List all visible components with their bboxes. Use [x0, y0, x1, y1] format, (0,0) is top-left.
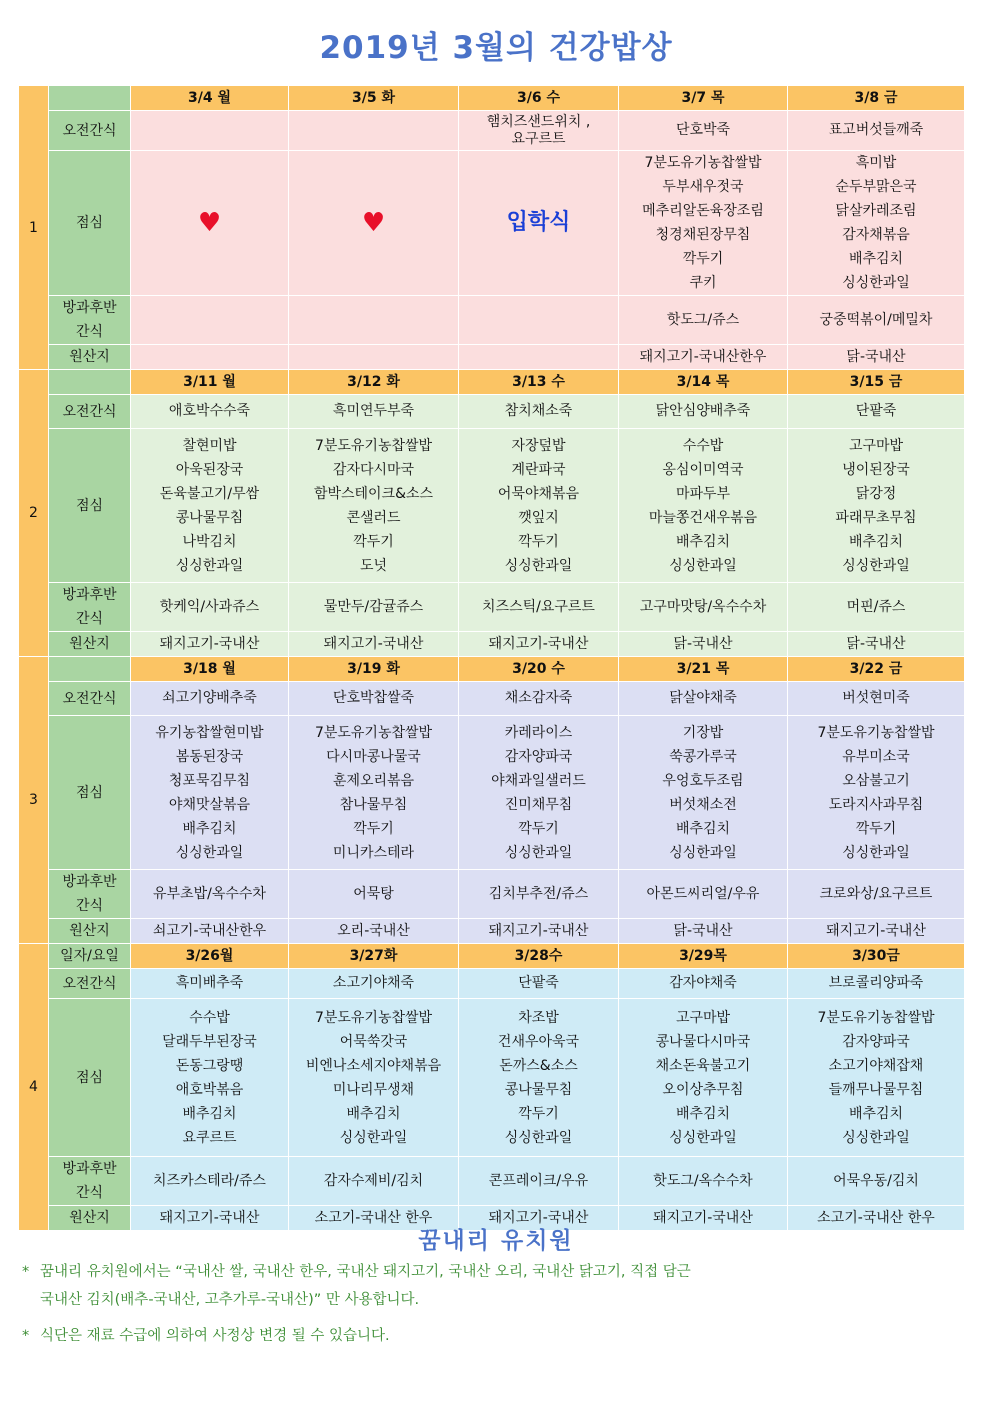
lunch-item: 배추김치 — [675, 820, 731, 837]
origin-cell: 돼지고기-국내산 — [289, 632, 459, 657]
afternoon-snack-label-line1: 방과후반 — [62, 874, 117, 890]
origin-cell: 닭-국내산 — [788, 345, 965, 370]
lunch-item: 배추김치 — [848, 533, 904, 550]
afternoon-snack-label-line2: 간식 — [75, 611, 104, 627]
lunch-item: 야채맛살볶음 — [168, 796, 251, 813]
lunch-item: 싱싱한과일 — [339, 1129, 408, 1146]
day-date-header: 3/8 금 — [788, 86, 965, 111]
lunch-item: 도라지사과무침 — [828, 796, 924, 813]
origin-cell: 닭-국내산 — [788, 632, 965, 657]
afternoon-snack-cell: 핫도그/옥수수차 — [619, 1157, 788, 1206]
afternoon-snack-cell — [459, 296, 619, 345]
lunch-item: 다시마콩나물국 — [326, 748, 421, 765]
morning-snack-cell: 표고버섯들깨죽 — [788, 111, 965, 151]
lunch-item: 수수밥 — [682, 437, 724, 454]
lunch-cell — [788, 999, 965, 1157]
morning-snack-label: 오전간식 — [49, 682, 131, 716]
lunch-item: 달래두부된장국 — [162, 1033, 257, 1050]
day-date-header: 3/21 목 — [619, 657, 788, 682]
origin-row — [19, 632, 965, 657]
afternoon-snack-label-line2: 간식 — [75, 324, 104, 340]
entrance-ceremony-text: 입학식 — [506, 210, 571, 235]
lunch-item: 미나리무생채 — [332, 1081, 415, 1098]
lunch-item: 버섯채소전 — [669, 796, 737, 813]
lunch-item: 미니카스테라 — [332, 844, 415, 861]
morning-snack-cell: 소고기야채죽 — [289, 969, 459, 999]
lunch-item: 돈동그랑땡 — [175, 1057, 244, 1074]
lunch-item: 어묵쑥갓국 — [339, 1033, 408, 1050]
lunch-item: 싱싱한과일 — [175, 557, 244, 574]
morning-snack-row — [19, 111, 965, 151]
day-date-header: 3/11 월 — [131, 370, 289, 395]
lunch-row — [19, 716, 965, 870]
lunch-item: 깍두기 — [518, 533, 559, 550]
afternoon-snack-cell: 유부초밥/옥수수차 — [131, 870, 289, 919]
morning-snack-cell: 참치채소죽 — [459, 395, 619, 429]
morning-snack-cell: 감자야채죽 — [619, 969, 788, 999]
origin-cell — [131, 345, 289, 370]
afternoon-snack-cell — [289, 296, 459, 345]
origin-cell: 돼지고기-국내산 — [131, 632, 289, 657]
afternoon-snack-cell: 치즈카스테라/쥬스 — [131, 1157, 289, 1206]
week-number: 2 — [19, 370, 49, 657]
lunch-item: 7분도유기농찹쌀밥 — [817, 1009, 935, 1026]
kindergarten-name: 꿈내리 유치원 — [418, 1228, 574, 1254]
lunch-item: 깍두기 — [518, 1105, 559, 1122]
morning-snack-cell: 흑미배추죽 — [131, 969, 289, 999]
heart-icon: ♥ — [361, 208, 386, 238]
lunch-item: 콘샐러드 — [346, 509, 401, 526]
origin-cell: 쇠고기-국내산한우 — [131, 919, 289, 944]
lunch-item: 배추김치 — [182, 1105, 237, 1122]
morning-snack-cell: 채소감자죽 — [459, 682, 619, 716]
lunch-cell — [131, 151, 289, 296]
origin-cell: 소고기-국내산 한우 — [289, 1206, 459, 1231]
afternoon-snack-row — [19, 870, 965, 919]
origin-note — [22, 1258, 902, 1314]
lunch-item: 싱싱한과일 — [504, 557, 573, 574]
afternoon-snack-cell: 치즈스틱/요구르트 — [459, 583, 619, 632]
lunch-item: 배추김치 — [675, 1105, 731, 1122]
morning-snack-cell: 단팥죽 — [459, 969, 619, 999]
lunch-cell — [131, 999, 289, 1157]
origin-cell: 소고기-국내산 한우 — [788, 1206, 965, 1231]
origin-row — [19, 345, 965, 370]
lunch-item: 깍두기 — [353, 533, 394, 550]
morning-snack-cell: 닭안심양배추죽 — [619, 395, 788, 429]
lunch-row — [19, 429, 965, 583]
day-date-header: 3/14 목 — [619, 370, 788, 395]
afternoon-snack-label — [49, 583, 131, 632]
origin-cell: 닭-국내산 — [619, 919, 788, 944]
day-date-header: 3/27화 — [289, 944, 459, 969]
date-day-label — [49, 370, 131, 395]
lunch-item: 깍두기 — [855, 820, 897, 837]
lunch-item: 마늘쫑건새우볶음 — [648, 509, 758, 526]
lunch-item: 배추김치 — [346, 1105, 401, 1122]
morning-snack-row — [19, 395, 965, 429]
afternoon-snack-cell: 핫케익/사과쥬스 — [131, 583, 289, 632]
origin-cell — [289, 345, 459, 370]
lunch-cell — [619, 716, 788, 870]
lunch-item: 야채과일샐러드 — [491, 772, 586, 789]
lunch-item: 감자양파국 — [842, 1033, 910, 1050]
morning-snack-item: 햄치즈샌드위치 , — [486, 113, 591, 130]
lunch-item: 깍두기 — [682, 251, 724, 267]
morning-snack-cell: 쇠고기양배추죽 — [131, 682, 289, 716]
lunch-item: 7분도유기농찹쌀밥 — [314, 724, 433, 741]
note2-text: 식단은 재료 수급에 의하여 사정상 변경 될 수 있습니다. — [40, 1328, 390, 1344]
note-bullet: * — [22, 1264, 30, 1280]
origin-cell: 돼지고기-국내산 — [619, 1206, 788, 1231]
origin-cell: 돼지고기-국내산 — [459, 1206, 619, 1231]
afternoon-snack-row — [19, 1157, 965, 1206]
origin-cell — [459, 345, 619, 370]
lunch-item: 닭살카레조림 — [835, 203, 917, 219]
date-day-label: 일자/요일 — [49, 944, 131, 969]
lunch-item: 깻잎지 — [518, 509, 559, 526]
lunch-item: 싱싱한과일 — [669, 557, 737, 574]
lunch-item: 청경채된장무침 — [655, 227, 751, 243]
lunch-item: 7분도유기농찹쌀밥 — [314, 1009, 433, 1026]
lunch-cell — [289, 151, 459, 296]
note-bullet: * — [22, 1328, 30, 1344]
lunch-item: 들깨무나물무침 — [828, 1081, 924, 1098]
afternoon-snack-label — [49, 870, 131, 919]
week-header-row — [19, 944, 965, 969]
lunch-item: 배추김치 — [848, 1105, 904, 1122]
day-date-header: 3/20 수 — [459, 657, 619, 682]
origin-row — [19, 919, 965, 944]
origin-label: 원산지 — [49, 1206, 131, 1231]
lunch-item: 메추리알돈육장조림 — [642, 203, 764, 219]
day-date-header: 3/7 목 — [619, 86, 788, 111]
lunch-item: 7분도유기농찹쌀밥 — [817, 724, 935, 741]
lunch-item: 싱싱한과일 — [504, 1129, 573, 1146]
lunch-label: 점심 — [49, 151, 131, 296]
lunch-item: 냉이된장국 — [842, 461, 910, 478]
origin-cell: 돼지고기-국내산 — [459, 632, 619, 657]
lunch-item: 마파두부 — [675, 485, 731, 502]
lunch-cell — [131, 429, 289, 583]
change-note — [22, 1322, 902, 1350]
lunch-item: 어묵야채볶음 — [497, 485, 580, 502]
lunch-item: 배추김치 — [848, 251, 904, 267]
lunch-cell — [289, 999, 459, 1157]
lunch-row — [19, 151, 965, 296]
lunch-item: 참나물무침 — [339, 796, 408, 813]
afternoon-snack-label-line2: 간식 — [75, 1185, 104, 1201]
lunch-item: 자장덮밥 — [511, 437, 566, 454]
lunch-label: 점심 — [49, 429, 131, 583]
day-date-header: 3/18 월 — [131, 657, 289, 682]
lunch-cell — [788, 716, 965, 870]
day-date-header: 3/29목 — [619, 944, 788, 969]
lunch-item: 유기농찹쌀현미밥 — [155, 724, 264, 741]
lunch-item: 찰현미밥 — [182, 437, 237, 454]
day-date-header: 3/6 수 — [459, 86, 619, 111]
afternoon-snack-cell: 감자수제비/김치 — [289, 1157, 459, 1206]
lunch-cell — [619, 999, 788, 1157]
afternoon-snack-cell — [131, 296, 289, 345]
afternoon-snack-label-line1: 방과후반 — [62, 587, 117, 603]
lunch-item: 비엔나소세지야채볶음 — [305, 1057, 442, 1074]
lunch-item: 싱싱한과일 — [842, 844, 910, 861]
lunch-cell — [459, 151, 619, 296]
lunch-item: 감자다시마국 — [332, 461, 415, 478]
morning-snack-label: 오전간식 — [49, 969, 131, 999]
origin-label: 원산지 — [49, 919, 131, 944]
day-date-header: 3/30금 — [788, 944, 965, 969]
lunch-item: 애호박볶음 — [175, 1081, 244, 1098]
lunch-item: 배추김치 — [675, 533, 731, 550]
lunch-item: 흑미밥 — [855, 155, 897, 171]
day-date-header: 3/5 화 — [289, 86, 459, 111]
origin-cell: 돼지고기-국내산 — [459, 919, 619, 944]
afternoon-snack-cell: 핫도그/쥬스 — [619, 296, 788, 345]
lunch-item: 차조밥 — [518, 1009, 559, 1026]
week-number: 4 — [19, 944, 49, 1231]
lunch-row — [19, 999, 965, 1157]
lunch-item: 깍두기 — [518, 820, 559, 837]
lunch-item: 건새우아욱국 — [497, 1033, 580, 1050]
lunch-cell — [619, 151, 788, 296]
lunch-item: 도넛 — [359, 557, 388, 574]
day-date-header: 3/12 화 — [289, 370, 459, 395]
lunch-item: 싱싱한과일 — [504, 844, 573, 861]
lunch-cell — [459, 999, 619, 1157]
lunch-item: 두부새우젓국 — [662, 179, 744, 195]
origin-label: 원산지 — [49, 345, 131, 370]
lunch-item: 7분도유기농찹쌀밥 — [314, 437, 433, 454]
lunch-item: 오삼불고기 — [842, 772, 910, 789]
day-date-header: 3/4 월 — [131, 86, 289, 111]
lunch-label: 점심 — [49, 999, 131, 1157]
lunch-item: 아욱된장국 — [175, 461, 244, 478]
lunch-item: 싱싱한과일 — [669, 1129, 737, 1146]
afternoon-snack-label-line2: 간식 — [75, 898, 104, 914]
lunch-item: 소고기야채잡채 — [828, 1057, 924, 1074]
lunch-item: 계란파국 — [511, 461, 566, 478]
lunch-item: 감자양파국 — [504, 748, 573, 765]
afternoon-snack-cell: 김치부추전/쥬스 — [459, 870, 619, 919]
origin-cell: 돼지고기-국내산 — [131, 1206, 289, 1231]
lunch-item: 순두부맑은국 — [835, 179, 917, 195]
origin-cell: 닭-국내산 — [619, 632, 788, 657]
lunch-item: 진미채무침 — [504, 796, 573, 813]
date-day-label — [49, 657, 131, 682]
lunch-item: 기장밥 — [682, 724, 724, 741]
lunch-item: 쿠키 — [689, 275, 717, 291]
lunch-item: 싱싱한과일 — [842, 275, 910, 291]
lunch-item: 요쿠르트 — [182, 1129, 237, 1146]
week-header-row — [19, 86, 965, 111]
lunch-cell — [131, 716, 289, 870]
morning-snack-cell: 브로콜리양파죽 — [788, 969, 965, 999]
day-date-header: 3/22 금 — [788, 657, 965, 682]
origin-label: 원산지 — [49, 632, 131, 657]
note1-line2: 국내산 김치(배추-국내산, 고추가루-국내산)” 만 사용합니다. — [40, 1292, 420, 1308]
origin-cell: 돼지고기-국내산 — [788, 919, 965, 944]
lunch-item: 돈까스&소스 — [499, 1057, 578, 1074]
lunch-item: 파래무초무침 — [835, 509, 917, 526]
morning-snack-cell — [289, 111, 459, 151]
afternoon-snack-row — [19, 583, 965, 632]
week-number: 1 — [19, 86, 49, 370]
heart-icon: ♥ — [197, 208, 222, 238]
lunch-cell — [459, 429, 619, 583]
afternoon-snack-label — [49, 296, 131, 345]
meal-plan-table — [18, 85, 965, 1231]
afternoon-snack-cell: 물만두/감귤쥬스 — [289, 583, 459, 632]
morning-snack-cell: 단팥죽 — [788, 395, 965, 429]
lunch-item: 깍두기 — [353, 820, 394, 837]
lunch-item: 유부미소국 — [842, 748, 910, 765]
morning-snack-row — [19, 682, 965, 716]
lunch-item: 감자채볶음 — [842, 227, 910, 243]
morning-snack-label: 오전간식 — [49, 395, 131, 429]
lunch-label: 점심 — [49, 716, 131, 870]
lunch-item: 콩나물다시마국 — [655, 1033, 751, 1050]
lunch-item: 돈육불고기/무쌈 — [159, 485, 260, 502]
afternoon-snack-cell: 콘프레이크/우유 — [459, 1157, 619, 1206]
day-date-header: 3/26월 — [131, 944, 289, 969]
afternoon-snack-cell: 어묵탕 — [289, 870, 459, 919]
morning-snack-cell: 닭살야채죽 — [619, 682, 788, 716]
lunch-cell — [289, 429, 459, 583]
afternoon-snack-label — [49, 1157, 131, 1206]
afternoon-snack-cell: 궁중떡볶이/메밀차 — [788, 296, 965, 345]
morning-snack-cell: 흑미연두부죽 — [289, 395, 459, 429]
lunch-item: 훈제오리볶음 — [332, 772, 415, 789]
lunch-item: 카레라이스 — [504, 724, 573, 741]
lunch-cell — [788, 151, 965, 296]
afternoon-snack-cell: 어묵우동/김치 — [788, 1157, 965, 1206]
lunch-item: 옹심이미역국 — [662, 461, 744, 478]
day-date-header: 3/19 화 — [289, 657, 459, 682]
lunch-item: 싱싱한과일 — [669, 844, 737, 861]
lunch-item: 싱싱한과일 — [842, 557, 910, 574]
week-header-row — [19, 657, 965, 682]
lunch-item: 우엉호두조림 — [662, 772, 744, 789]
lunch-item: 싱싱한과일 — [842, 1129, 910, 1146]
lunch-item: 고구마밥 — [675, 1009, 731, 1026]
lunch-cell — [788, 429, 965, 583]
afternoon-snack-label-line1: 방과후반 — [62, 1161, 117, 1177]
morning-snack-item: 요구르트 — [511, 130, 566, 147]
morning-snack-cell — [459, 111, 619, 151]
note1-line1: 꿈내리 유치원에서는 “국내산 쌀, 국내산 한우, 국내산 돼지고기, 국내산 오리, 국내산 닭고기, 직접 담근 — [40, 1264, 691, 1280]
lunch-item: 닭강정 — [855, 485, 897, 502]
lunch-item: 콩나물무침 — [504, 1081, 573, 1098]
lunch-item: 청포묵김무침 — [168, 772, 251, 789]
lunch-item: 배추김치 — [182, 820, 237, 837]
lunch-item: 콩나물무침 — [175, 509, 244, 526]
lunch-item: 쑥콩가루국 — [669, 748, 737, 765]
week-number: 3 — [19, 657, 49, 944]
origin-cell: 오리-국내산 — [289, 919, 459, 944]
morning-snack-cell: 단호박죽 — [619, 111, 788, 151]
lunch-item: 채소돈육불고기 — [655, 1057, 751, 1074]
lunch-item: 싱싱한과일 — [175, 844, 244, 861]
lunch-item: 함박스테이크&소스 — [313, 485, 434, 502]
lunch-item: 수수밥 — [189, 1009, 230, 1026]
morning-snack-label: 오전간식 — [49, 111, 131, 151]
lunch-item: 고구마밥 — [848, 437, 904, 454]
afternoon-snack-cell: 크로와상/요구르트 — [788, 870, 965, 919]
lunch-item: 7분도유기농찹쌀밥 — [644, 155, 762, 171]
day-date-header: 3/13 수 — [459, 370, 619, 395]
week-header-row — [19, 370, 965, 395]
date-day-label — [49, 86, 131, 111]
lunch-item: 나박김치 — [182, 533, 237, 550]
morning-snack-row — [19, 969, 965, 999]
afternoon-snack-cell: 머핀/쥬스 — [788, 583, 965, 632]
lunch-cell — [289, 716, 459, 870]
morning-snack-cell: 단호박찹쌀죽 — [289, 682, 459, 716]
afternoon-snack-cell: 고구마맛탕/옥수수차 — [619, 583, 788, 632]
lunch-item: 봄동된장국 — [175, 748, 244, 765]
day-date-header: 3/15 금 — [788, 370, 965, 395]
lunch-cell — [619, 429, 788, 583]
origin-cell: 돼지고기-국내산한우 — [619, 345, 788, 370]
day-date-header: 3/28수 — [459, 944, 619, 969]
morning-snack-cell: 버섯현미죽 — [788, 682, 965, 716]
lunch-item: 오이상추무침 — [662, 1081, 744, 1098]
lunch-cell — [459, 716, 619, 870]
afternoon-snack-cell: 아몬드씨리얼/우유 — [619, 870, 788, 919]
afternoon-snack-row — [19, 296, 965, 345]
afternoon-snack-label-line1: 방과후반 — [62, 300, 117, 316]
page-title: 2019년 3월의 건강밥상 — [319, 30, 673, 66]
morning-snack-cell — [131, 111, 289, 151]
morning-snack-cell: 애호박수수죽 — [131, 395, 289, 429]
